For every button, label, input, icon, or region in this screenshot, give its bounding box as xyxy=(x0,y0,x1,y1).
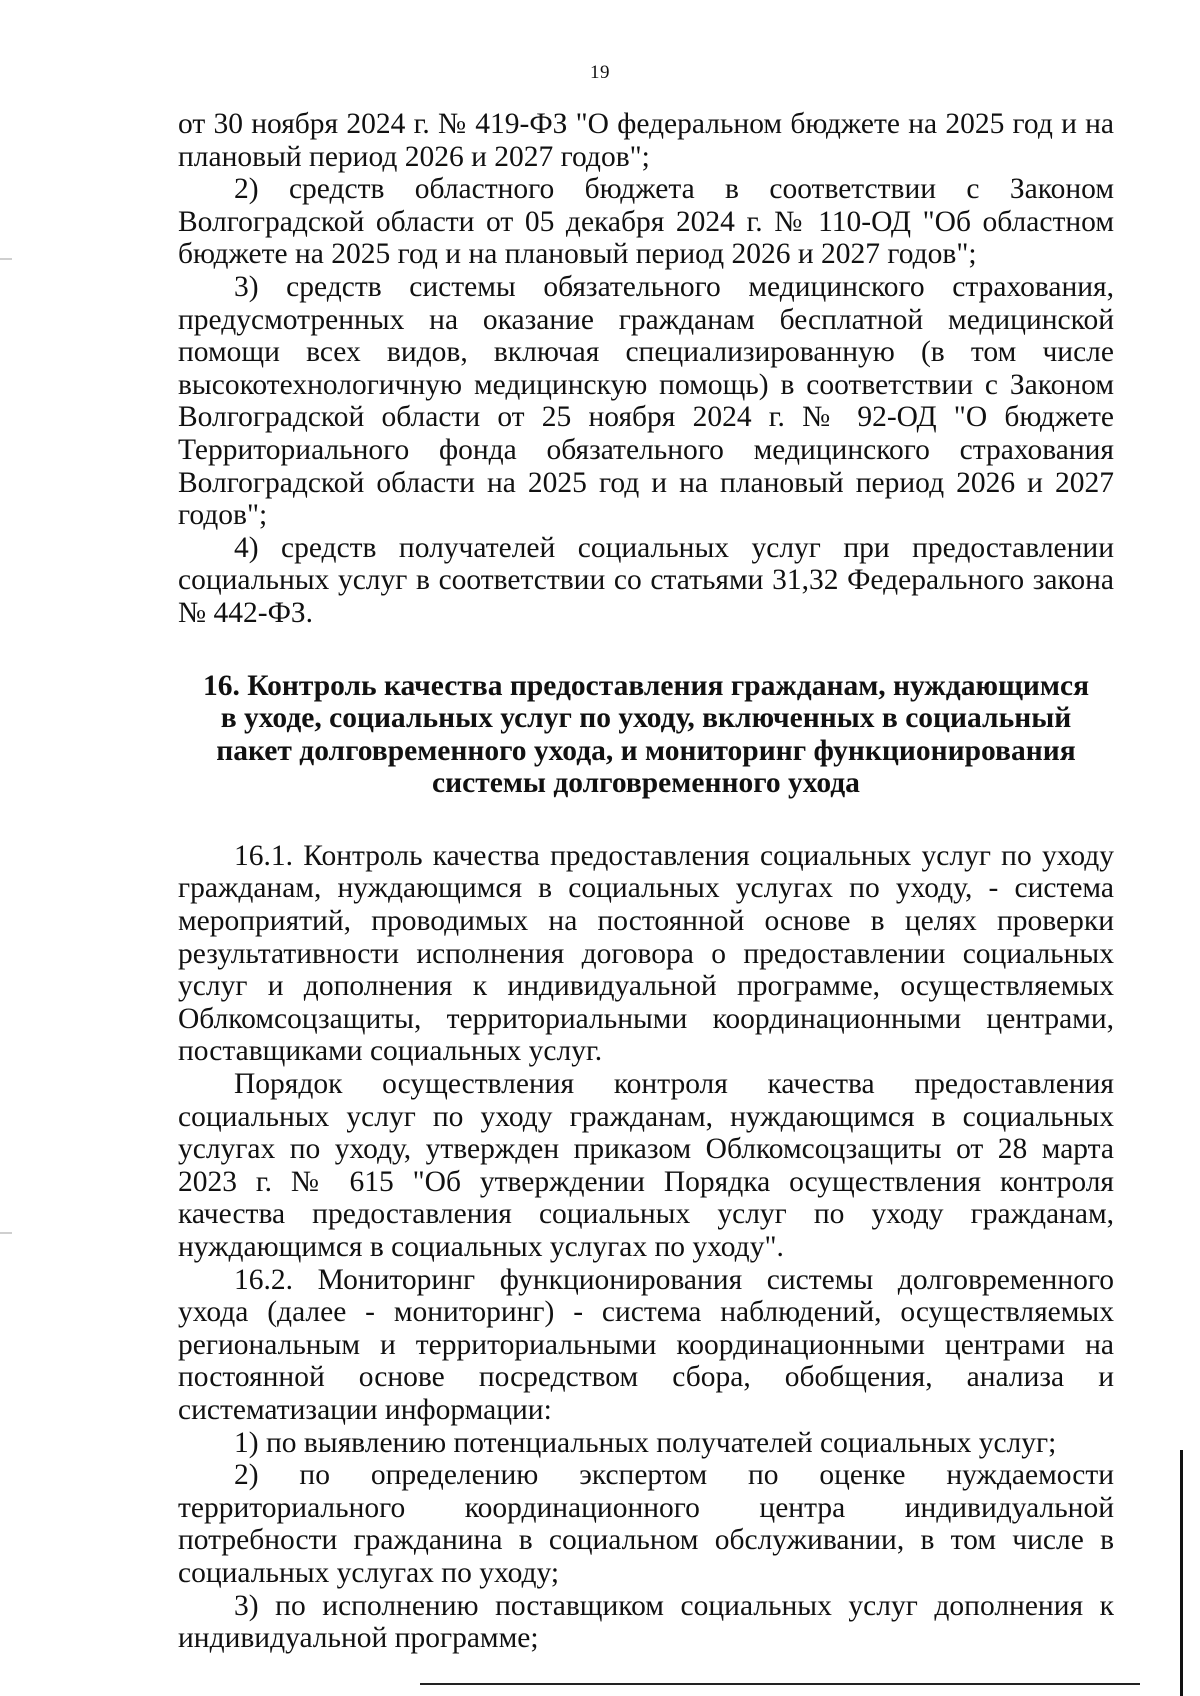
section-heading-line: пакет долговременного ухода, и мониторинг функционирования xyxy=(216,734,1076,767)
paragraph-quality-control-procedure: Порядок осуществления контроля качества предоставления социальных услуг по уходу гражданам, нуждающимся в социальных услугах по уходу, утвержден приказом Облкомсоцзащиты от 28 марта 2023 г. № 615 "Об утверждении Порядка осуществления контроля качества предоставления социальных услуг по уходу гражданам, нуждающимся в социальных услугах по уходу". xyxy=(178,1068,1114,1263)
paragraph-16-2-monitoring: 16.2. Мониторинг функционирования системы долговременного ухода (далее - мониторинг) - система наблюдений, осуществляемых региональным и территориальными координационными центрами на постоянной основе посредством сбора, обобщения, анализа и систематизации информации: xyxy=(178,1263,1114,1426)
paragraph-item-3-medical-insurance: 3) средств системы обязательного медицинского страхования, предусмотренных на оказание гражданам бесплатной медицинской помощи всех видов, включая специализированную (в том числе высокотехнологичную медицинскую помощь) в соответствии с Законом Волгоградской области от 25 ноября 2024 г. № 92-ОД "О бюджете Территориального фонда обязательного медицинского страхования Волгоградской области на 2025 год и на плановый период 2026 и 2027 годов"; xyxy=(178,270,1114,532)
paragraph-monitoring-item-2: 2) по определению экспертом по оценке нуждаемости территориального координационного центра индивидуальной потребности гражданина в социальном обслуживании, в том числе в социальных услугах по уходу; xyxy=(178,1459,1114,1589)
paragraph-law-continuation: от 30 ноября 2024 г. № 419-ФЗ "О федеральном бюджете на 2025 год и на плановый период 2026 и 2027 годов"; xyxy=(178,108,1114,173)
section-heading-line: системы долговременного ухода xyxy=(432,767,860,800)
paragraph-monitoring-item-1: 1) по выявлению потенциальных получателей социальных услуг; xyxy=(234,1426,1057,1459)
section-heading-line: в уходе, социальных услуг по уходу, включенных в социальный xyxy=(220,702,1072,735)
page-number: 19 xyxy=(590,62,610,83)
scan-bottom-line xyxy=(420,1683,1140,1685)
section-16-heading xyxy=(178,670,1114,800)
section-heading-line: 16. Контроль качества предоставления гражданам, нуждающимся xyxy=(202,669,1090,702)
scan-edge-line xyxy=(1180,1450,1183,1696)
scan-artifact xyxy=(0,258,12,260)
paragraph-monitoring-item-3: 3) по исполнению поставщиком социальных услуг дополнения к индивидуальной программе; xyxy=(178,1589,1114,1655)
paragraph-16-1-quality-control: 16.1. Контроль качества предоставления социальных услуг по уходу гражданам, нуждающимся в социальных услугах по уходу, - система мероприятий, проводимых на постоянной основе в целях проверки результативности исполнения договора о предоставлении социальных услуг и дополнения к индивидуальной программе, осуществляемых Облкомсоцзащиты, территориальными координационными центрами, поставщиками социальных услуг. xyxy=(178,839,1114,1068)
document-body xyxy=(178,108,1114,1655)
paragraph-item-2-regional-budget: 2) средств областного бюджета в соответствии с Законом Волгоградской области от 05 декабря 2024 г. № 110-ОД "Об областном бюджете на 2025 год и на плановый период 2026 и 2027 годов"; xyxy=(178,173,1114,271)
paragraph-item-4-recipients-funds: 4) средств получателей социальных услуг при предоставлении социальных услуг в соответствии со статьями 31,32 Федерального закона № 442-ФЗ. xyxy=(178,531,1114,629)
scan-artifact xyxy=(0,1232,12,1234)
